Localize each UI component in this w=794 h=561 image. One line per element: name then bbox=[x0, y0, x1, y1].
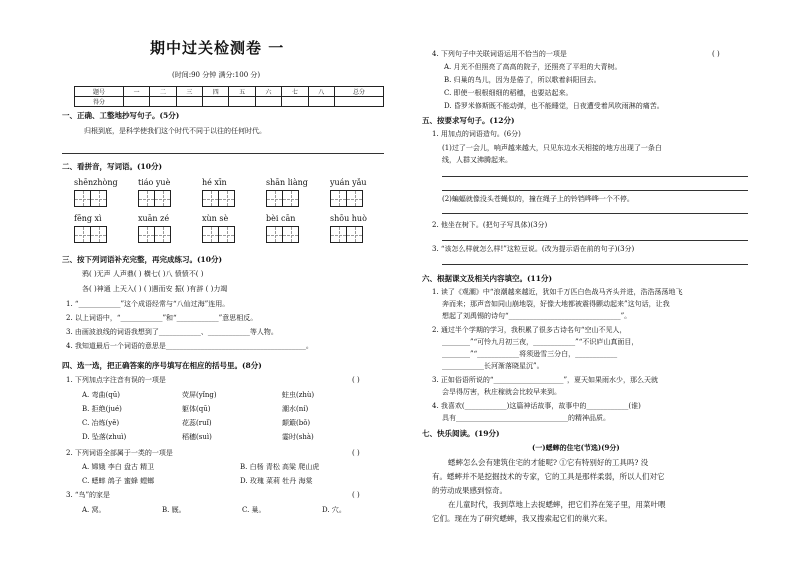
s4-question-3: 3. “鸟”的家是 bbox=[66, 491, 111, 499]
pinyin-label: yuán yǎu bbox=[330, 178, 367, 187]
option-item: 颠簸(bǒ) bbox=[282, 419, 311, 427]
option-d: D. 昏罗米修斯既不能动弹，也不能睡觉，日夜遭受着风吹雨淋的痛苦。 bbox=[444, 102, 664, 110]
pinyin-label: tiáo yuè bbox=[138, 178, 171, 187]
pinyin-label: bèi cān bbox=[266, 214, 296, 223]
answer-paren[interactable]: ( ) bbox=[352, 491, 360, 499]
pinyin-label: shōu huò bbox=[330, 214, 367, 223]
score-header-cell: 四 bbox=[203, 87, 229, 97]
character-box[interactable] bbox=[282, 190, 299, 207]
answer-line[interactable] bbox=[442, 213, 748, 214]
option-a: A. 窝。 bbox=[82, 506, 106, 514]
character-box[interactable] bbox=[218, 190, 235, 207]
s6-q4b: 具有________________________________的精神品质。 bbox=[442, 414, 610, 422]
writing-grid[interactable] bbox=[74, 190, 106, 207]
character-box[interactable] bbox=[74, 226, 91, 243]
section-3-heading: 三、按下列词语补充完整，再完成练习。(10分) bbox=[62, 255, 223, 264]
reading-paragraph: 有。蟋蟀并不是挖掘技术的专家，它的工具是那样柔弱，所以人们对它 bbox=[432, 472, 665, 481]
s5-question-1: 1. 用加点的词语造句。(6分) bbox=[432, 130, 521, 138]
s5-q1b: (2)蝙蝠就像没头苍蝇似的，撞在绳子上的铃铛哗哗一个不停。 bbox=[442, 195, 634, 203]
answer-paren[interactable]: ( ) bbox=[352, 449, 360, 457]
s6-q3a: 3. 正如俗语所说的“____________________”，夏天如果雨水少，那么天就 bbox=[432, 376, 659, 384]
score-cell[interactable] bbox=[176, 97, 202, 107]
writing-grid[interactable] bbox=[138, 190, 170, 207]
option-item: B. 拒绝(jué) bbox=[82, 405, 122, 413]
reading-paragraph: 在儿童时代，我到草地上去捉蟋蟀，把它们养在笼子里，用菜叶喂 bbox=[448, 500, 666, 509]
s6-q1b: 奔而来；那声音如同山崩地裂，好像大地都被震得颤动起来”这句话，让我 bbox=[442, 300, 670, 308]
option-c: C. 蟋蟀 鸽子 蜜蜂 螳螂 bbox=[82, 477, 155, 485]
option-a: A. 嫦娥 李白 盘古 精卫 bbox=[82, 463, 155, 471]
character-box[interactable] bbox=[154, 226, 171, 243]
score-cell[interactable] bbox=[334, 97, 383, 107]
idiom-row-1: 鸦( )无声 人声鼎( ) 横七( )八 愤愤不( ) bbox=[82, 270, 204, 278]
option-item: A. 弯曲(qū) bbox=[82, 391, 120, 399]
score-header-cell: 五 bbox=[229, 87, 255, 97]
s4-question-1: 1. 下列加点字注音有误的一项是 bbox=[66, 376, 166, 384]
reading-paragraph: 它们。现在为了研究蟋蟀，我又搜索起它们的巢穴来。 bbox=[432, 514, 612, 523]
option-b: B. 厩。 bbox=[162, 506, 186, 514]
pinyin-label: xuān zé bbox=[138, 214, 170, 223]
score-header-cell: 三 bbox=[176, 87, 202, 97]
answer-line[interactable] bbox=[442, 190, 748, 191]
option-d: D. 穴。 bbox=[322, 506, 346, 514]
pinyin-label: xùn sè bbox=[202, 214, 229, 223]
option-item: 花蕊(ruǐ) bbox=[182, 419, 212, 427]
character-box[interactable] bbox=[330, 226, 347, 243]
s6-q2d: ____________长河渐落晓星沉”。 bbox=[442, 362, 544, 370]
reading-paragraph: 的劳动成果感到惊奇。 bbox=[432, 486, 507, 495]
s5-question-2: 2. 他坐在树下。(把句子写具体)(3分) bbox=[432, 221, 548, 229]
s4-question-4: 4. 下列句子中关联词语运用不恰当的一项是 bbox=[432, 50, 567, 58]
answer-line[interactable] bbox=[442, 264, 748, 265]
option-item: 霎时(shà) bbox=[282, 433, 314, 441]
score-header-cell: 一 bbox=[123, 87, 149, 97]
s3-question-2: 2. 以上词语中，“____________”和“____________”意思相反。 bbox=[66, 314, 258, 322]
exam-info: (时间:90 分钟 满分:100 分) bbox=[172, 71, 261, 79]
answer-line[interactable] bbox=[442, 240, 748, 241]
section-1-heading: 一、正确、工整地抄写句子。(5分) bbox=[62, 111, 180, 120]
score-cell[interactable] bbox=[229, 97, 255, 107]
option-item: 荧屏(yǐng) bbox=[182, 391, 217, 399]
section-5-heading: 五、按要求写句子。(12分) bbox=[422, 116, 515, 125]
option-item: 潮水(ní) bbox=[282, 405, 309, 413]
s3-question-4: 4. 我知道最后一个词语的意思是________________________________________。 bbox=[66, 342, 313, 350]
section-4-heading: 四、选一选，把正确答案的序号填写在相应的括号里。(8分) bbox=[62, 361, 262, 370]
pinyin-label: fēng xì bbox=[74, 214, 102, 223]
option-c: C. 巢。 bbox=[242, 506, 266, 514]
page-title: 期中过关检测卷 一 bbox=[150, 39, 285, 57]
writing-grid[interactable] bbox=[74, 226, 106, 243]
pinyin-label: hé xīn bbox=[202, 178, 227, 187]
character-box[interactable] bbox=[138, 226, 155, 243]
pinyin-label: shān liàng bbox=[266, 178, 308, 187]
option-item: 蛀虫(zhù) bbox=[282, 391, 315, 399]
option-item: 稻穗(suì) bbox=[182, 433, 212, 441]
score-cell[interactable] bbox=[282, 97, 308, 107]
s6-q1a: 1. 读了《观潮》中“浪潮越来越近，犹如千万匹白色战马齐头并进，浩浩荡荡地飞 bbox=[432, 288, 683, 296]
writing-grid[interactable] bbox=[266, 226, 298, 243]
score-cell[interactable] bbox=[150, 97, 176, 107]
character-box[interactable] bbox=[202, 226, 219, 243]
option-c: C. 即使一根根细细的稻穗，也要站起来。 bbox=[444, 89, 573, 97]
score-header-cell: 题号 bbox=[75, 87, 124, 97]
option-d: D. 玫瑰 菜莉 牡丹 海棠 bbox=[240, 477, 313, 485]
copy-sentence: 归根到底，是科学使我们这个时代不同于以往的任何时代。 bbox=[84, 127, 266, 135]
option-item: C. 冶炼(yě) bbox=[82, 419, 120, 427]
writing-grid[interactable] bbox=[330, 190, 362, 207]
option-b: B. 白杨 青松 高粱 爬山虎 bbox=[240, 463, 320, 471]
s6-q1c: 想起了刘禹锡的诗句“________________________________”。 bbox=[442, 312, 632, 320]
writing-grid[interactable] bbox=[202, 226, 234, 243]
writing-grid[interactable] bbox=[138, 226, 170, 243]
character-box[interactable] bbox=[266, 190, 283, 207]
s3-question-3: 3. 由画波浪线的词语我想到了____________、____________等人物。 bbox=[66, 328, 278, 336]
character-box[interactable] bbox=[218, 226, 235, 243]
score-header-cell: 总分 bbox=[334, 87, 383, 97]
character-box[interactable] bbox=[282, 226, 299, 243]
score-label-cell: 得分 bbox=[75, 97, 124, 107]
character-box[interactable] bbox=[138, 190, 155, 207]
score-header-cell: 二 bbox=[150, 87, 176, 97]
character-box[interactable] bbox=[74, 190, 91, 207]
writing-grid[interactable] bbox=[330, 226, 362, 243]
character-box[interactable] bbox=[202, 190, 219, 207]
option-item: 躯体(qū) bbox=[182, 405, 211, 413]
answer-paren[interactable]: ( ) bbox=[712, 50, 720, 58]
reading-paragraph: 蟋蟀怎么会有建筑住宅的才能呢? ①它有特别好的工具吗? 没 bbox=[448, 458, 649, 467]
score-header-cell: 六 bbox=[255, 87, 281, 97]
s6-q2b: ________”“可怜九月初三夜，____________”“不识庐山真面目， bbox=[442, 338, 639, 346]
idiom-row-2: 各( )神通 上天入( ) ( )遇而安 振( )有辞 ( )力竭 bbox=[82, 285, 228, 293]
s4-question-2: 2. 下列词语全部属于一类的一项是 bbox=[66, 449, 173, 457]
option-b: B. 归巢的鸟儿，因为是倦了，所以歌着斜阳回去。 bbox=[444, 76, 601, 84]
score-header-cell: 八 bbox=[308, 87, 334, 97]
s6-q4a: 4. 我喜欢(____________)这篇神话故事，故事中的____________(谁) bbox=[432, 402, 641, 410]
section-2-heading: 二、看拼音，写词语。(10分) bbox=[62, 162, 163, 171]
answer-paren[interactable]: ( ) bbox=[352, 376, 360, 384]
answer-line[interactable] bbox=[442, 176, 748, 177]
writing-grid[interactable] bbox=[266, 190, 298, 207]
score-cell[interactable] bbox=[203, 97, 229, 107]
score-cell[interactable] bbox=[255, 97, 281, 107]
score-table bbox=[74, 86, 384, 107]
s6-q2c: ________”“____________将须逊雪三分白，____________ bbox=[442, 350, 618, 358]
reading-subtitle: (一)蟋蟀的住宅(节选)(9分) bbox=[532, 443, 620, 452]
score-cell[interactable] bbox=[123, 97, 149, 107]
character-box[interactable] bbox=[330, 190, 347, 207]
writing-line[interactable] bbox=[62, 153, 384, 154]
section-7-heading: 七、快乐阅读。(19分) bbox=[422, 429, 500, 438]
option-item: D. 坠落(zhuì) bbox=[82, 433, 127, 441]
writing-grid[interactable] bbox=[202, 190, 234, 207]
score-header-cell: 七 bbox=[282, 87, 308, 97]
s6-q3b: 会旱得厉害，秋庄稼就会比较早来到。 bbox=[442, 388, 561, 396]
character-box[interactable] bbox=[346, 226, 363, 243]
s6-q2a: 2. 通过半个学期的学习，我积累了很多古诗名句“空山不见人， bbox=[432, 326, 627, 334]
pinyin-label: shēnzhòng bbox=[74, 178, 118, 187]
section-6-heading: 六、根据课文及相关内容填空。(11分) bbox=[422, 274, 553, 283]
option-a: A. 月光不但照亮了高高的院子，还照亮了平坦的大青树。 bbox=[444, 63, 622, 71]
character-box[interactable] bbox=[154, 190, 171, 207]
s5-q1a: (1)过了一会儿，响声越来越大，只见东边水天相接的地方出现了一条白 bbox=[442, 144, 662, 152]
character-box[interactable] bbox=[346, 190, 363, 207]
s5-question-3: 3. “该怎么样就怎么样!”这粒豆说。(改为提示语在前的句子)(3分) bbox=[432, 245, 635, 253]
character-box[interactable] bbox=[266, 226, 283, 243]
character-box[interactable] bbox=[90, 226, 107, 243]
score-cell[interactable] bbox=[308, 97, 334, 107]
s5-q1a-cont: 线，人群又沸腾起来。 bbox=[442, 156, 512, 164]
character-box[interactable] bbox=[90, 190, 107, 207]
s3-question-1: 1. “____________”这个成语经常与“八仙过海”连用。 bbox=[66, 300, 230, 308]
